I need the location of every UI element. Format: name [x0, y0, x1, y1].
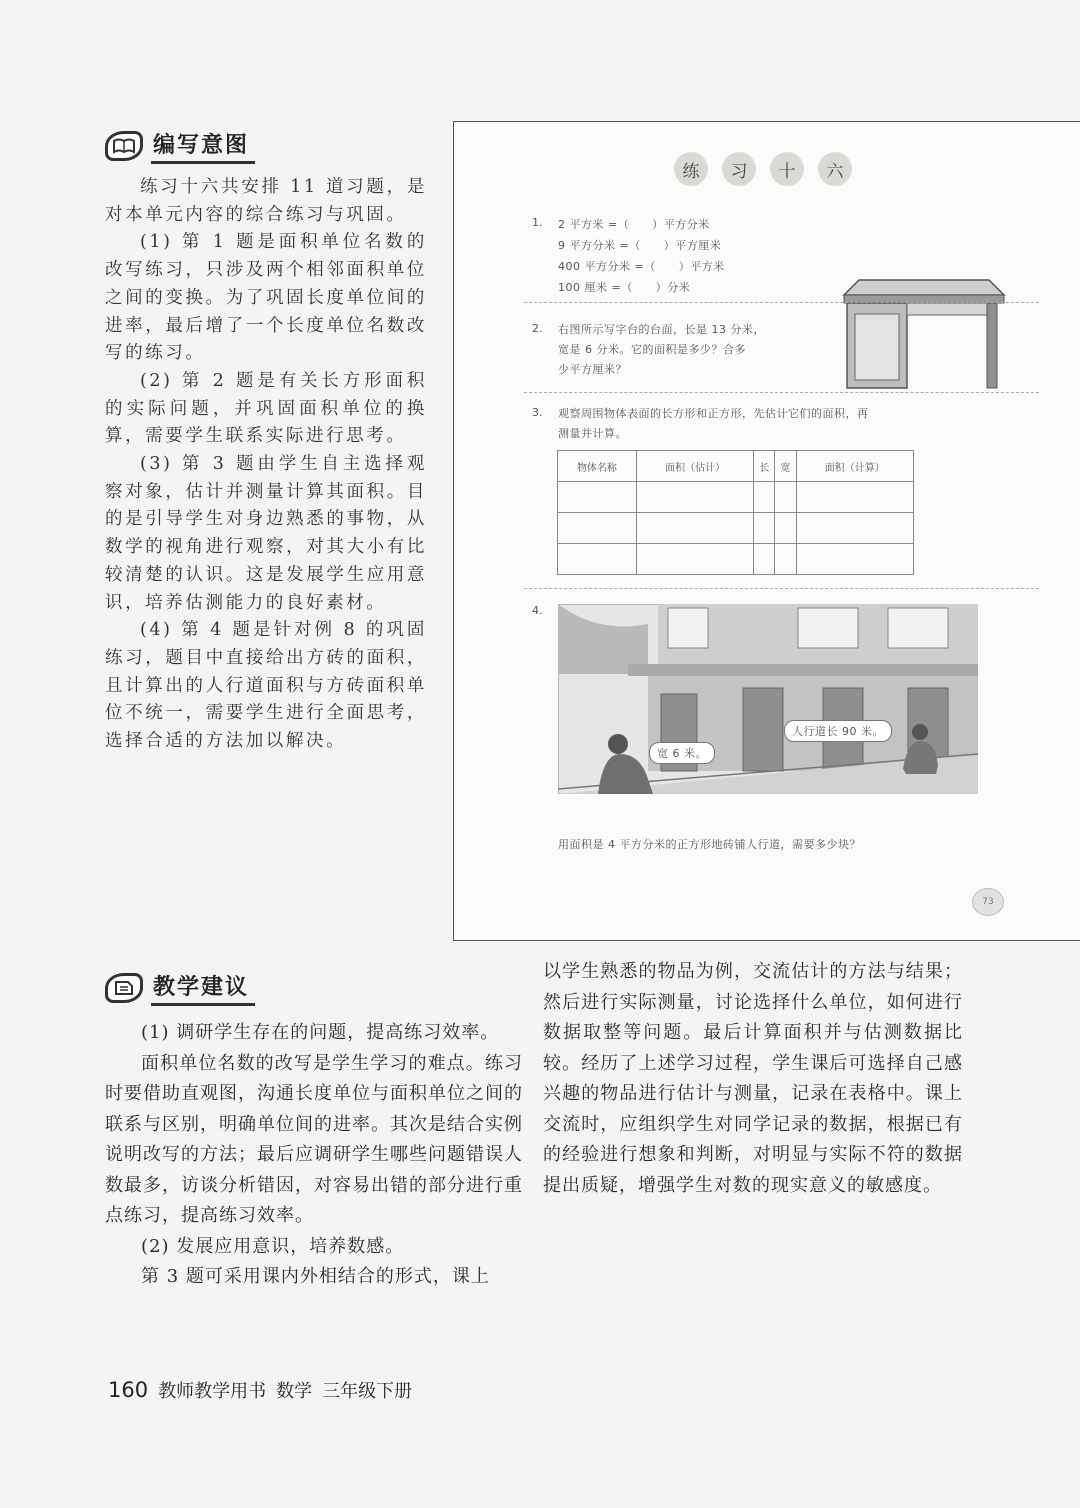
suggestion-paragraph: (1) 调研学生存在的问题，提高练习效率。 [141, 1022, 500, 1043]
separator [524, 392, 1039, 393]
q4-question: 用面积是 4 平方分米的正方形地砖铺人行道，需要多少块？ [558, 838, 861, 851]
suggestion-paragraph: 面积单位名数的改写是学生学习的难点。练习时要借助直观图，沟通长度单位与面积单位之间的联系与区别，明确单位间的进率。其次是结合实例说明改写的方法；最后应调研学生哪些问题错误人数最多，访谈分析错因，对容易出错的部分进行重点练习，提高练习效率。 [105, 1052, 523, 1226]
open-book-icon [105, 131, 143, 161]
grade-name: 三年级下册 [322, 1381, 413, 1402]
suggestion-section-header [105, 970, 255, 1006]
q3-lines: 观察周围物体表面的长方形和正方形，先估计它们的面积，再 测量并计算。 [558, 407, 869, 440]
table-row [558, 482, 914, 513]
suggestion-left-column [105, 1018, 523, 1293]
q2-lines: 右图所示写字台的台面，长是 13 分米， 宽是 6 分米。它的面积是多少？合多 少平方厘米？ [558, 323, 765, 376]
q2-number: 2. [532, 322, 543, 335]
intent-paragraph: 练习十六共安排 11 道习题，是对本单元内容的综合练习与巩固。 [105, 177, 427, 225]
intent-paragraph: (2) 第 2 题是有关长方形面积的实际问题，并巩固面积单位的换算，需要学生联系实际进行思考。 [105, 370, 427, 447]
intent-paragraph: (4) 第 4 题是针对例 8 的巩固练习，题目中直接给出方砖的面积，且计算出的人行道面积与方砖面积单位不统一，需要学生进行全面思考，选择合适的方法加以解决。 [105, 620, 427, 752]
intent-paragraph: (3) 第 3 题由学生自主选择观察对象，估计并测量计算其面积。目的是引导学生对身边熟悉的事物，从数学的视角进行观察，对其大小有比较清楚的认识。这是发展学生应用意识，培养估测能力的良好素材。 [105, 454, 427, 613]
textbook-page [453, 121, 1080, 941]
table-header-row: 物体名称 面积（估计） 长 宽 面积（计算） [558, 451, 914, 482]
separator [524, 302, 1039, 303]
desk-illustration [839, 270, 1009, 390]
q4-number: 4. [532, 604, 543, 617]
suggestion-right-column [543, 957, 963, 1201]
textbook-page-number: 73 [972, 888, 1004, 916]
separator [524, 588, 1039, 589]
measurement-table [557, 450, 914, 575]
table-row [558, 513, 914, 544]
page-footer [108, 1377, 412, 1403]
q3-number: 3. [532, 406, 543, 419]
speech-bubble-left: 宽 6 米。 [649, 742, 715, 764]
q1-lines: 2 平方米 =（ ）平方分米 9 平方分米 =（ ）平方厘米 400 平方分米 =（ ）平方米 100 厘米 =（ ）分米 [558, 218, 725, 294]
suggestion-paragraph: 第 3 题可采用课内外相结合的形式，课上 [141, 1266, 490, 1287]
notebook-icon [105, 973, 143, 1003]
intent-section-title: 编写意图 [151, 128, 255, 164]
q1-number: 1. [532, 216, 543, 229]
intent-paragraph: (1) 第 1 题是面积单位名数的改写练习，只涉及两个相邻面积单位之间的变换。为了巩固长度单位间的进率，最后增了一个长度单位名数改写的练习。 [105, 232, 427, 364]
suggestion-section-title: 教学建议 [151, 970, 255, 1006]
intent-section-header [105, 128, 255, 164]
subject-name: 数学 [276, 1381, 313, 1402]
book-name: 教师教学用书 [158, 1381, 267, 1402]
intent-body [105, 174, 427, 756]
exercise-title: 练 习 十 六 [674, 152, 852, 186]
street-illustration [558, 604, 978, 794]
page-number: 160 [108, 1378, 149, 1402]
suggestion-paragraph: 以学生熟悉的物品为例，交流估计的方法与结果；然后进行实际测量，讨论选择什么单位，如何进行数据取整等问题。最后计算面积并与估测数据比较。经历了上述学习过程，学生课后可选择自己感兴趣的物品进行估计与测量，记录在表格中。课上交流时，应组织学生对同学记录的数据，根据已有的经验进行想象和判断，对明显与实际不符的数据提出质疑，增强学生对数的现实意义的敏感度。 [543, 961, 963, 1196]
speech-bubble-right: 人行道长 90 米。 [784, 720, 892, 742]
table-row [558, 544, 914, 575]
suggestion-paragraph: (2) 发展应用意识，培养数感。 [141, 1235, 405, 1257]
